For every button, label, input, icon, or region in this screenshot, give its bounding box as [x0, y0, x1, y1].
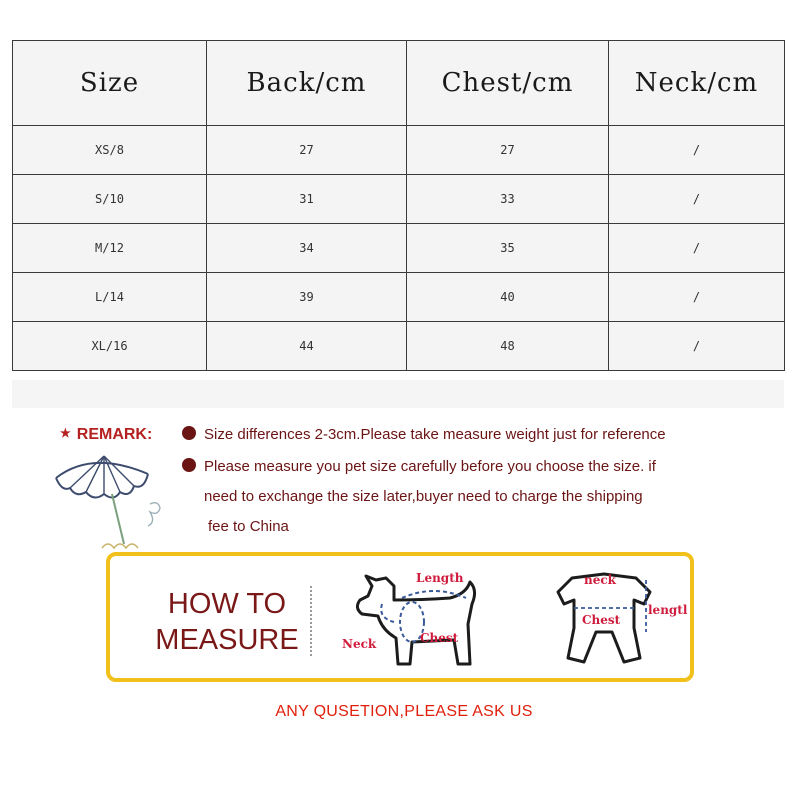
- cell-chest: 48: [407, 322, 609, 371]
- cell-neck: /: [609, 126, 785, 175]
- table-row: [13, 273, 785, 322]
- table-row: [13, 322, 785, 371]
- remark-line-3: need to exchange the size later,buyer need to charge the shipping: [204, 488, 643, 505]
- umbrella-icon: [52, 448, 168, 558]
- how-to-measure-title: HOW TO MEASURE: [155, 588, 299, 656]
- cell-size: XL/16: [13, 322, 207, 371]
- shirt-diagram: [542, 568, 688, 672]
- section-divider: [12, 380, 784, 408]
- star-icon: ★: [60, 426, 71, 440]
- dog-chest-label: Chest: [420, 631, 459, 645]
- cell-size: S/10: [13, 175, 207, 224]
- cell-neck: /: [609, 273, 785, 322]
- header-chest: Chest/cm: [407, 41, 609, 126]
- cell-back: 27: [207, 126, 407, 175]
- header-size: Size: [13, 41, 207, 126]
- table-row: [13, 126, 785, 175]
- cell-neck: /: [609, 224, 785, 273]
- cell-size: M/12: [13, 224, 207, 273]
- table-row: [13, 175, 785, 224]
- dog-neck-label: Neck: [342, 637, 377, 651]
- cell-back: 39: [207, 273, 407, 322]
- remark-line-1: Size differences 2-3cm.Please take measure weight just for reference: [182, 426, 666, 443]
- table-header-row: [13, 41, 785, 126]
- cell-size: L/14: [13, 273, 207, 322]
- remark-line-4: fee to China: [208, 518, 289, 535]
- shirt-length-label: lengtl: [648, 603, 688, 617]
- shirt-chest-label: Chest: [582, 613, 621, 627]
- bullet-icon: [182, 426, 196, 440]
- dog-length-label: Length: [416, 571, 464, 585]
- remark-label: ★ REMARK:: [60, 426, 153, 443]
- cell-chest: 27: [407, 126, 609, 175]
- remark-line-2: Please measure you pet size carefully before you choose the size. if: [182, 458, 656, 475]
- cell-back: 34: [207, 224, 407, 273]
- cell-neck: /: [609, 322, 785, 371]
- cell-back: 31: [207, 175, 407, 224]
- cell-chest: 33: [407, 175, 609, 224]
- cell-chest: 35: [407, 224, 609, 273]
- how-to-measure-box: [106, 552, 694, 682]
- bullet-icon: [182, 458, 196, 472]
- size-chart-table: [12, 40, 785, 371]
- shirt-neck-label: neck: [584, 573, 616, 587]
- dog-diagram: [342, 564, 486, 676]
- cell-size: XS/8: [13, 126, 207, 175]
- table-row: [13, 224, 785, 273]
- contact-footer: ANY QUSETION,PLEASE ASK US: [275, 703, 533, 720]
- divider: [310, 586, 312, 656]
- cell-chest: 40: [407, 273, 609, 322]
- cell-neck: /: [609, 175, 785, 224]
- header-back: Back/cm: [207, 41, 407, 126]
- cell-back: 44: [207, 322, 407, 371]
- header-neck: Neck/cm: [609, 41, 785, 126]
